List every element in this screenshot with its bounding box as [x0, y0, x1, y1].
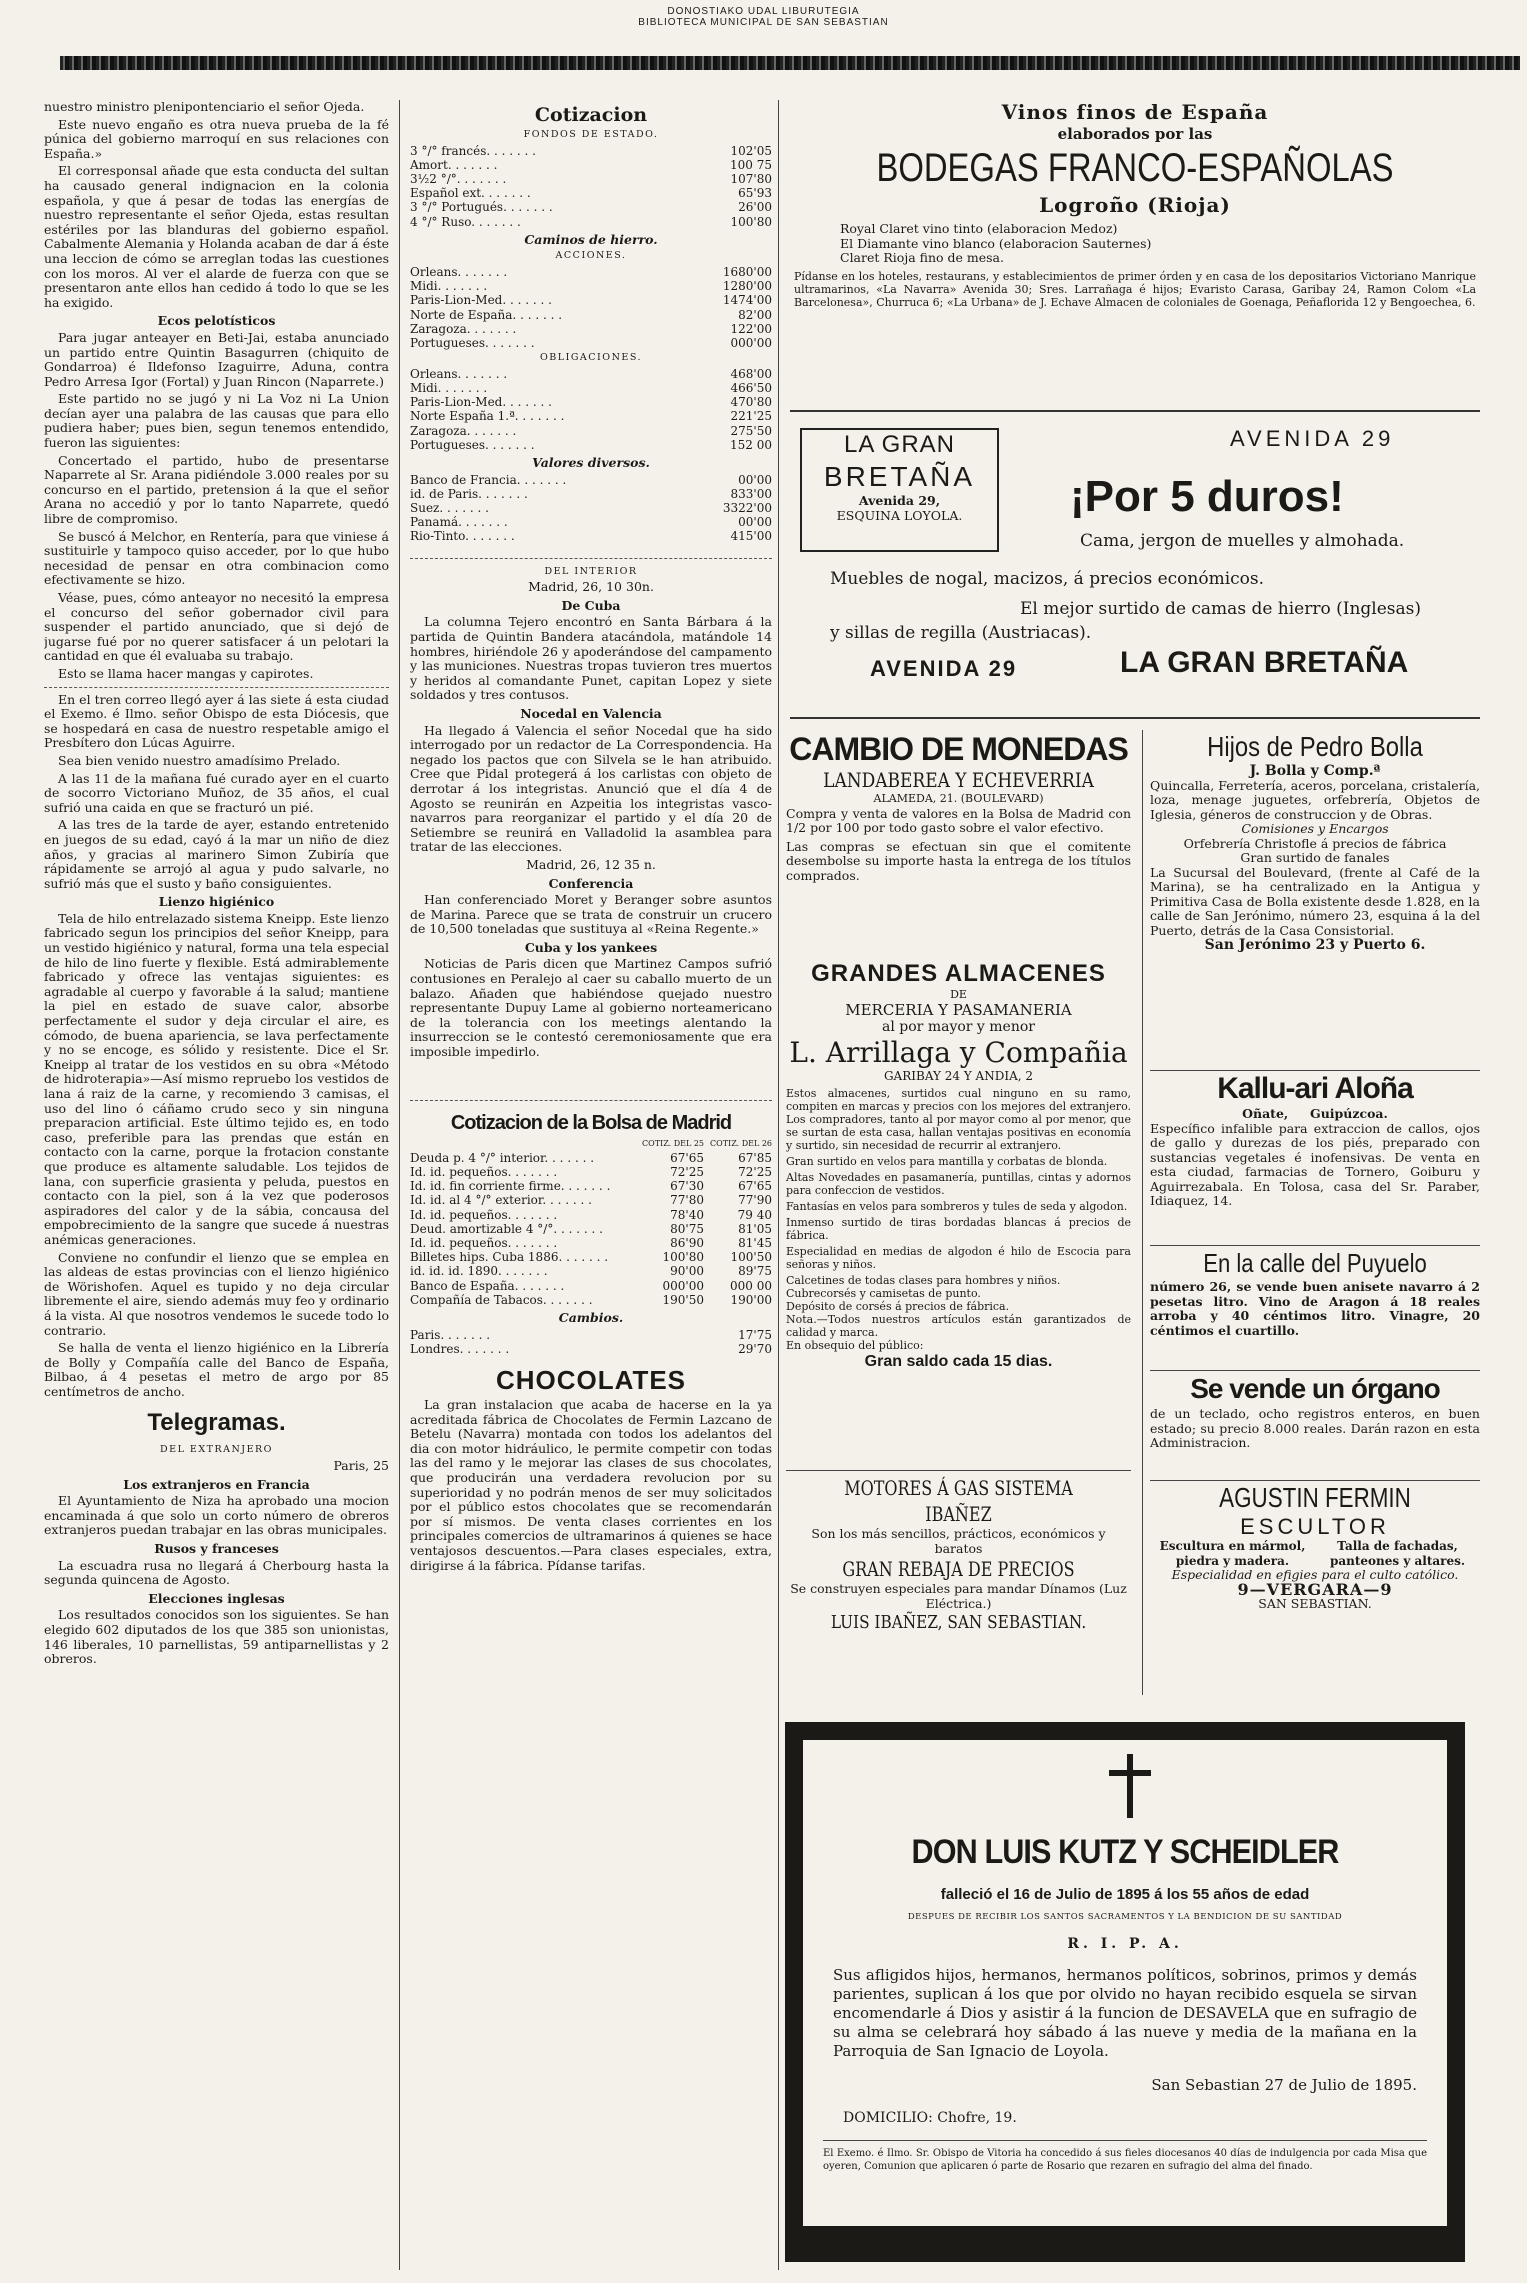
table-row	[410, 265, 772, 279]
paragraph: Han conferenciado Moret y Beranger sobre asuntos de Marina. Parece que se trata de construir un crucero de 10,500 toneladas que sustituya al «Reina Regente.»	[410, 892, 772, 937]
paragraph: Este nuevo engaño es otra nueva prueba de la fé púnica del gobierno marroquí en sus relaciones con España.»	[44, 116, 389, 161]
cross-icon	[1127, 1754, 1133, 1818]
divider	[410, 1100, 772, 1101]
ad-subtitle: elaborados por las	[1057, 125, 1213, 143]
paragraph: Ha llegado á Valencia el señor Nocedal que ha sido interrogado por un redactor de La Correspondencia. Ha negado los pactos que con Silvela se le han atribuido. Cree que Pidal protegerá á los carlistas con objeto de derrotar á los integristas. Anunció que el día 4 de Agosto se reunirán en Azpeitia los integristas vasco-navarros para reorganizar el partido y el día 20 de Setiembre se reunirá en Valladolid la asamblea para tratar de las elecciones.	[410, 722, 772, 855]
table-row	[410, 172, 772, 186]
ad-headline: ¡Por 5 duros!	[1070, 472, 1344, 521]
row-label: id. id. id. 1890. . . . . . .	[410, 1264, 548, 1279]
heading-cuba-yankees: Cuba y los yankees	[524, 939, 658, 955]
dateline: Madrid, 26, 10 30n.	[528, 579, 654, 595]
ad-line: DE	[950, 988, 967, 1001]
heading-extranjeros-francia: Los extranjeros en Francia	[123, 1476, 310, 1492]
row-label: Norte España 1.ª. . . . . . .	[410, 409, 565, 424]
row-label: Deud. amortizable 4 °/°. . . . . . .	[410, 1221, 603, 1236]
row-label: Zaragoza. . . . . . .	[410, 321, 517, 336]
row-value: 17'75	[738, 1327, 772, 1342]
ad-motores-gas	[786, 1470, 1131, 1681]
row-value: 3322'00	[722, 501, 772, 516]
ad-address: AVENIDA 29	[870, 656, 1018, 681]
ad-line: Altas Novedades en pasamanería, puntillas, cintas y adornos para confeccion de vestidos.	[786, 1171, 1131, 1197]
row-value: 152 00	[730, 437, 772, 452]
table-row	[410, 186, 772, 200]
paragraph: El Ayuntamiento de Niza ha aprobado una mocion encaminada á que solo un corto número de obreros extranjeros puedan trabajar en las obras municipales.	[44, 1493, 389, 1538]
ad-line: MERCERIA Y PASAMANERIA	[845, 1001, 1072, 1019]
row-value: 67'65	[738, 1179, 772, 1194]
heading-lienzo-higienico: Lienzo higiénico	[158, 894, 275, 910]
ad-address: San Jerónimo 23 y Puerto 6.	[1204, 937, 1426, 953]
row-label: Banco de España. . . . . . .	[410, 1278, 565, 1293]
paragraph: Para jugar anteayer en Beti-Jai, estaba anunciado un partido entre Quintin Basagurren (chiquito de Gondarroa) é Ildefonso Izaguirre, Aduna, contra Pedro Arresa Igor (Fortal) y Juan Rincon (Naparrete.)	[44, 329, 389, 389]
library-header	[0, 6, 1527, 28]
newspaper-top-rule	[60, 56, 1520, 70]
column-header: COTIZ. DEL 25	[642, 1138, 704, 1148]
ad-line: Quincalla, Ferretería, aceros, porcelana, cristalería, loza, menage juguetes, orfebrería, Objetos de Iglesia, géneros de construccion y de Obras.	[1150, 777, 1480, 822]
ad-line: En obsequio del público:	[786, 1339, 924, 1352]
table-row	[410, 293, 772, 307]
ad-line: GRAN REBAJA DE PRECIOS	[842, 1557, 1075, 1581]
column-2	[410, 100, 772, 2270]
ad-line: Estos almacenes, surtidos cual ninguno en su ramo, compiten en marcas y precios con los mejores del extranjero. Los compradores, tanto al por mayor como al por menor, que se surtan de esta casa, hallan ventajas positivas en economía y surtido, sin necesidad de recurrir al extranjero.	[786, 1087, 1131, 1152]
row-label: Suez. . . . . . .	[410, 501, 489, 516]
ad-line: Específico infalible para extraccion de callos, ojos de gallo y durezas de los piés, preparado con sustancias vegetales é inofensivas. De venta en esta ciudad, farmacias de Tornero, Goiburu y Aguirrezabala. En Tolosa, casa del Sr. Paraber, Idiaquez, 14.	[1150, 1120, 1480, 1208]
row-label: Compañía de Tabacos. . . . . . .	[410, 1292, 593, 1307]
divider	[410, 558, 772, 559]
ad-line: Compra y venta de valores en la Bolsa de Madrid con 1/2 por 100 por todo gasto sobre el valor efectivo.	[786, 805, 1131, 835]
ad-title: Hijos de Pedro Bolla	[1207, 731, 1423, 762]
heading-nocedal-valencia: Nocedal en Valencia	[520, 705, 662, 721]
row-label: Portugueses. . . . . . .	[410, 437, 535, 452]
ad-line: Claret Rioja fino de mesa.	[840, 250, 1004, 265]
ad-title: Kallu-ari Aloña	[1217, 1072, 1413, 1105]
table-row	[410, 1236, 772, 1250]
ad-line: La Sucursal del Boulevard, (frente al Café de la Marina), se ha centralizado en la Antigua y Primitiva Casa de Bolla existente desde 1.828, en la calle de San Jerónimo, número 23, esquina á la del Puerto, detrás de la Casa Consistorial.	[1150, 864, 1480, 938]
ad-line: Royal Claret vino tinto (elaboracion Medoz)	[840, 221, 1118, 236]
table-row	[410, 381, 772, 395]
ad-line: Depósito de corsés á precios de fábrica.	[786, 1300, 1010, 1313]
row-label: Id. id. pequeños. . . . . . .	[410, 1207, 558, 1222]
ad-vende-organo	[1150, 1370, 1480, 1476]
row-value: 470'80	[730, 395, 772, 410]
table-row	[410, 1250, 772, 1264]
row-label: Deuda p. 4 °/° interior. . . . . . .	[410, 1150, 595, 1165]
row-value: 72'25	[670, 1165, 704, 1180]
paragraph: Se buscó á Melchor, en Rentería, para que viniese á sustituirle y tampoco quiso acceder, por lo que hubo necesidad de pensar en otra combinacion como efectivamente se hizo.	[44, 528, 389, 588]
row-value: 29'70	[738, 1341, 772, 1356]
ad-box-line: ESQUINA LOYOLA.	[836, 507, 963, 523]
row-value: 81'05	[738, 1221, 772, 1236]
paragraph: En el tren correo llegó ayer á las siete á esta ciudad el Exemo. é Ilmo. señor Obispo de esta Diócesis, que se hospedará en casa de nuestro respetable amigo el Presbítero don Lúcas Aguirre.	[44, 691, 389, 751]
table-obligaciones	[410, 367, 772, 452]
row-label: 4 °/° Ruso. . . . . . .	[410, 214, 521, 229]
table-row	[410, 215, 772, 229]
ad-brand: BODEGAS FRANCO-ESPAÑOLAS	[876, 146, 1394, 190]
table-row	[410, 308, 772, 322]
row-label: Id. id. fin corriente firme. . . . . . .	[410, 1179, 611, 1194]
ad-line: Gran saldo cada 15 dias.	[864, 1353, 1053, 1370]
row-value: 122'00	[730, 321, 772, 336]
table-row	[410, 144, 772, 158]
ad-title: GRANDES ALMACENES	[811, 960, 1106, 987]
paragraph: Noticias de Paris dicen que Martinez Campos sufrió contusiones en Peralejo al caer su caballo muerto de un balazo. Añaden que habiéndose quejado nuestro representante Dupuy Lame al gobierno norteamericano de la tolerancia con los meetings alentando la insurreccion se le contestó ceremoniosamente que era imposible impedirlo.	[410, 956, 772, 1060]
column-header: COTIZ. DEL 26	[710, 1138, 772, 1148]
paragraph: Véase, pues, cómo anteayor no necesitó la empresa el concurso del señor gobernador civil para suspender el partido anunciado, que si dejó de jugarse fué por no querer satisfacer á un pelotari la cantidad en que él evaluaba su trabajo.	[44, 590, 389, 664]
ad-line: Escultura en mármol, piedra y madera.	[1159, 1539, 1306, 1568]
ad-line: número 26, se vende buen anisete navarro á 2 pesetas litro. Vino de Aragon á 18 reales arroba y 40 céntimos litro. Vinagre, 20 céntimos el cuartillo.	[1150, 1279, 1480, 1338]
table-cambios	[410, 1328, 772, 1356]
heading-conferencia: Conferencia	[548, 875, 634, 891]
subheading-obligaciones: OBLIGACIONES.	[539, 352, 643, 364]
row-value: 100'50	[730, 1250, 772, 1265]
ad-line: de un teclado, ocho registros enteros, en buen estado; su precio 8.000 reales. Darán razon en esta Administracion.	[1150, 1406, 1480, 1450]
ad-line: Comisiones y Encargos	[1241, 821, 1389, 836]
row-value: 1280'00	[722, 279, 772, 294]
ad-box-line: BRETAÑA	[823, 461, 976, 492]
row-label: Midi. . . . . . .	[410, 381, 488, 396]
row-label: Id. id. pequeños. . . . . . .	[410, 1165, 558, 1180]
ad-subtitle: LANDABEREA Y ECHEVERRIA	[823, 768, 1094, 792]
row-value: 65'93	[738, 186, 772, 201]
row-label: Amort. . . . . . .	[410, 157, 498, 172]
paragraph: La escuadra rusa no llegará á Cherbourg hasta la segunda quincena de Agosto.	[44, 1557, 389, 1588]
paragraph: Este partido no se jugó y ni La Voz ni La Union decían ayer una palabra de las causas que para ello pudiera haber; pues bien, segun tenemos entendido, fueron las siguientes:	[44, 391, 389, 451]
row-value: 80'75	[670, 1221, 704, 1236]
table-row	[410, 473, 772, 487]
ad-hijos-pedro-bolla	[1150, 730, 1480, 1060]
subheading-extranjero: DEL EXTRANJERO	[160, 1444, 273, 1456]
column-1	[44, 100, 389, 2270]
table-row	[410, 336, 772, 350]
ad-line: Calcetines de todas clases para hombres y niños.	[786, 1274, 1061, 1287]
row-value: 190'50	[662, 1292, 704, 1307]
row-value: 89'75	[738, 1264, 772, 1279]
paragraph: Esto se llama hacer mangas y capirotes.	[58, 665, 314, 681]
row-value: 1474'00	[722, 293, 772, 308]
subheading-interior: DEL INTERIOR	[544, 565, 638, 577]
obituary-line: falleció el 16 de Julio de 1895 á los 55 años de edad	[940, 1886, 1310, 1903]
row-value: 107'80	[730, 172, 772, 186]
row-label: 3½2 °/°. . . . . . .	[410, 172, 507, 186]
table-row	[410, 1193, 772, 1207]
ad-agustin-fermin	[1150, 1480, 1480, 1681]
heading-rusos-franceses: Rusos y franceses	[154, 1541, 279, 1557]
row-label: Paris-Lion-Med. . . . . . .	[410, 293, 552, 308]
subheading-fondos: FONDOS DE ESTADO.	[523, 129, 659, 140]
table-row	[410, 487, 772, 501]
ad-line: Inmenso surtido de tiras bordadas blancas á precios de fábrica.	[786, 1216, 1131, 1242]
ad-line: Especialidad en medias de algodon é hilo de Escocia para señoras y niños.	[786, 1245, 1131, 1271]
ad-title: CAMBIO DE MONEDAS	[789, 731, 1128, 767]
ad-box	[800, 428, 999, 552]
table-acciones	[410, 265, 772, 350]
row-value: 100'80	[662, 1250, 704, 1265]
table-row	[410, 1342, 772, 1356]
heading-cambios: Cambios.	[558, 1310, 624, 1326]
ad-line: Gran surtido de fanales	[1240, 850, 1390, 865]
ad-location: Guipúzcoa.	[1310, 1106, 1388, 1121]
ad-gran-bretana	[790, 410, 1480, 719]
row-value: 000'00	[662, 1278, 704, 1293]
table-fondos	[410, 144, 772, 229]
subheading-acciones: ACCIONES.	[555, 250, 627, 262]
table-row	[410, 409, 772, 423]
ad-line: Fantasías en velos para sombreros y tules de seda y algodon.	[786, 1200, 1128, 1213]
table-row	[410, 424, 772, 438]
row-value: 79 40	[737, 1207, 772, 1222]
ad-location: Oñate,	[1242, 1106, 1289, 1121]
header-line-1: DONOSTIAKO UDAL LIBURUTEGIA	[667, 6, 860, 17]
table-row	[410, 501, 772, 515]
row-label: Orleans. . . . . . .	[410, 366, 508, 381]
row-value: 468'00	[730, 366, 772, 381]
ad-location: Logroño (Rioja)	[1039, 193, 1231, 217]
ad-line: Cubrecorsés y camisetas de punto.	[786, 1287, 981, 1300]
row-value: 78'40	[670, 1207, 704, 1222]
row-label: Español ext. . . . . . .	[410, 186, 531, 201]
row-label: Rio-Tinto. . . . . . .	[410, 529, 515, 544]
row-value: 77'90	[738, 1193, 772, 1208]
heading-telegramas: Telegramas.	[147, 1409, 286, 1437]
paragraph: Se halla de venta el lienzo higiénico en la Librería de Bolly y Compañía calle del Banco de España, Bilbao, á 4 pesetas el metro de argo por 85 centímetros de ancho.	[44, 1340, 389, 1399]
row-value: 102'05	[730, 143, 772, 158]
ad-line: Se construyen especiales para mandar Dínamos (Luz Eléctrica.)	[790, 1581, 1127, 1611]
table-row	[410, 395, 772, 409]
ad-line: El Diamante vino blanco (elaboracion Sauternes)	[840, 235, 1152, 251]
heading-caminos-hierro: Caminos de hierro.	[524, 231, 658, 247]
row-label: Paris. . . . . . .	[410, 1327, 491, 1342]
obituary-notice	[785, 1722, 1465, 2262]
row-value: 26'00	[738, 200, 772, 215]
paragraph: Sea bien venido nuestro amadísimo Prelado.	[58, 752, 341, 768]
ad-line: Talla de fachadas, panteones y altares.	[1329, 1539, 1466, 1568]
obituary-text: Sus afligidos hijos, hermanos, hermanos políticos, sobrinos, primos y demás parientes, suplican á los que por olvido no hayan recibido esquela se sirvan encomendarle á Dios y asistir á la funcion de DESAVELA que en sufragio de su alma se celebrará hoy sábado á las nueve y media de la mañana en la Parroquia de San Ignacio de Loyola.	[833, 1966, 1417, 2060]
row-label: Panamá. . . . . . .	[410, 515, 508, 530]
row-value: 100'80	[730, 214, 772, 229]
table-row	[410, 529, 772, 543]
ad-subtitle: ESCULTOR	[1240, 1514, 1390, 1539]
table-row	[410, 1328, 772, 1342]
heading-elecciones-inglesas: Elecciones inglesas	[148, 1590, 285, 1606]
table-row	[410, 1179, 772, 1193]
row-value: 67'30	[670, 1179, 704, 1194]
ad-line: al por mayor y menor	[882, 1019, 1035, 1035]
ad-line: Muebles de nogal, macizos, á precios económicos.	[830, 569, 1265, 589]
row-label: Portugueses. . . . . . .	[410, 336, 535, 351]
ad-kallu-ari	[1150, 1070, 1480, 1241]
obituary-address: DOMICILIO: Chofre, 19.	[843, 2110, 1017, 2126]
row-value: 275'50	[730, 423, 772, 438]
table-row	[410, 1293, 772, 1307]
ad-title: En la calle del Puyuelo	[1203, 1248, 1427, 1278]
row-value: 72'25	[738, 1165, 772, 1180]
row-value: 67'85	[738, 1150, 772, 1165]
paragraph: El corresponsal añade que esta conducta del sultan ha causado general indignacion en la colonia española, y que á pesar de todas las energías de nuestro representante el señor Ojeda, estas resultan estériles por las blanduras del gobierno español. Cabalmente Alemania y Holanda acaban de dar á éste una leccion de cómo se arreglan todas las cuestiones con los moros. Al ver el alarde de fuerza con que se presentaron ante ellos han cedido á todo lo que se les ha exigido.	[44, 163, 389, 310]
row-value: 190'00	[730, 1292, 772, 1307]
heading-ecos-pelotisticos: Ecos pelotísticos	[157, 313, 276, 329]
row-label: Id. id. pequeños. . . . . . .	[410, 1236, 558, 1251]
ad-address: ALAMEDA, 21. (BOULEVARD)	[873, 792, 1044, 805]
paragraph: nuestro ministro plenipontenciario el señor Ojeda.	[44, 100, 365, 114]
row-label: 3 °/° Portugués. . . . . . .	[410, 200, 553, 215]
row-label: Id. id. al 4 °/° exterior. . . . . . .	[410, 1193, 592, 1208]
table-row	[410, 1264, 772, 1278]
row-value: 221'25	[730, 409, 772, 424]
ad-title: AGUSTIN FERMIN	[1219, 1482, 1411, 1513]
ad-title: Se vende un órgano	[1190, 1373, 1440, 1404]
ad-calle-puyuelo	[1150, 1245, 1480, 1366]
paragraph: Conviene no confundir el lienzo que se emplea en las aldeas de estas provincias con el lienzo higiénico de Wörishofen. Aquel es tupido y no deja circular libremente el aire, siendo además muy feo y ordinario á la vista. Al que nosotros vendemos le sucede todo lo contrario.	[44, 1249, 389, 1338]
row-value: 00'00	[738, 472, 772, 487]
row-label: Midi. . . . . . .	[410, 279, 488, 294]
table-valores	[410, 473, 772, 544]
ad-line: Gran surtido en velos para mantilla y corbatas de blonda.	[786, 1155, 1108, 1168]
heading-cotizacion: Cotizacion	[534, 104, 648, 126]
table-row	[410, 1165, 772, 1179]
row-value: 86'90	[670, 1236, 704, 1251]
divider	[44, 687, 389, 688]
table-row	[410, 438, 772, 452]
ad-subtitle: J. Bolla y Comp.ª	[1249, 763, 1381, 779]
row-value: 000'00	[730, 336, 772, 351]
ad-address: AVENIDA 29	[1230, 426, 1395, 451]
ad-line: y sillas de regilla (Austriacas).	[830, 623, 1092, 643]
table-row	[410, 200, 772, 214]
table-row	[410, 158, 772, 172]
row-value: 833'00	[730, 486, 772, 501]
row-label: Paris-Lion-Med. . . . . . .	[410, 395, 552, 410]
row-value: 1680'00	[722, 265, 772, 279]
ad-address: GARIBAY 24 Y ANDIA, 2	[883, 1069, 1034, 1083]
ad-cambio-monedas	[786, 730, 1131, 945]
row-label: 3 °/° francés. . . . . . .	[410, 143, 536, 158]
obituary-name: DON LUIS KUTZ Y SCHEIDLER	[911, 1833, 1339, 1871]
obituary-rip: R. I. P. A.	[1067, 1936, 1183, 1952]
ad-line: Cama, jergon de muelles y almohada.	[1080, 531, 1405, 551]
table-row	[410, 1279, 772, 1293]
dateline: Madrid, 26, 12 35 n.	[526, 856, 656, 872]
paragraph: A las tres de la tarde de ayer, estando entretenido en juegos de su edad, cayó á la mar un niño de diez años, y gracias al marinero Simon Zubiría que rápidamente se arrojó al agua y pudo salvarle, no sufrió más que el susto y baño consiguientes.	[44, 817, 389, 891]
paragraph: Concertado el partido, hubo de presentarse Naparrete al Sr. Arana pidiéndole 3.000 reales por su concurso en el partido, pretension á la que el señor Arana no accedió y por lo tanto Naparrete, quedó libre de compromiso.	[44, 452, 389, 527]
row-value: 81'45	[738, 1236, 772, 1251]
cross-icon	[1109, 1770, 1151, 1776]
table-row	[410, 1208, 772, 1222]
ad-line: Pídanse en los hoteles, restaurans, y establecimientos de primer órden y en casa de los depositarios Victoriano Manrique ultramarinos, «La Navarra» Avenida 30; Sres. Larrañaga é hijos; Evaristo Carasa, Garibay 24, Ramon Colom «La Barcelonesa», Churruca 6; «La Urbana» de J. Echave Almacen de coloniales de Goenaga, Peñaflorida 12 y Bengoechea, 6.	[794, 269, 1476, 309]
row-label: id. de Paris. . . . . . .	[410, 486, 528, 501]
paragraph: Tela de hilo entrelazado sistema Kneipp. Este lienzo fabricado segun los principios del señor Kneipp, para un vestido higiénico y natural, forma una tela especial de hilo de lino fuerte y flexible. Está admirablemente fabricado y ofrece las ventajas siguientes: es agradable al cuerpo y favorable á la salud; mantiene la piel en estado de suave calor, absorbe perfectamente el sudor y deja circular el aire, es cómodo, de buena apariencia, se lava perfectamente y no se encoge, es sólido y resistente. Dice el Sr. Kneipp al tratar de los vestidos en su obra «Método de hidroterapia»—Así mismo repruebo los vestidos de lana á raiz de la carne, y recomiendo 3 camisas, el uso del lino ó cáñamo crudo seco y sin ninguna preparacion artificial. Este último tejido es, en todo caso, preferible para las prendas que están en contacto con la carne, porque la frotacion constante que produce es altamente saludable. Los tejidos de lana, con superficie grasienta y peluda, puestos en contacto con la piel, son á la vez que poderosos aspiradores del calor y de la sábia, concausa del empobrecimiento de la sangre que sucede á nuestras anémicas generaciones.	[44, 910, 389, 1247]
ad-address: SAN SEBASTIAN.	[1258, 1596, 1372, 1611]
obituary-date: San Sebastian 27 de Julio de 1895.	[1151, 2076, 1417, 2094]
row-value: 466'50	[730, 381, 772, 396]
ad-name: LA GRAN BRETAÑA	[1120, 646, 1409, 679]
paragraph: La columna Tejero encontró en Santa Bárbara á la partida de Quintin Bandera atacándola, matándole 14 hombres, hiriéndole 26 y apoderándose del campamento y las municiones. Nuestras tropas tuvieron tres muertos y heridos al comandante Punet, capitan Lopez y siete soldados y tres contusos.	[410, 614, 772, 703]
obituary-footnote: El Exemo. é Ilmo. Sr. Obispo de Vitoria ha concedido á sus fieles diocesanos 40 días de indulgencia por cada Misa que oyeren, Comunion que aplicaren ó parte de Rosario que rezaren en sufragio del alma del finado.	[823, 2140, 1427, 2173]
table-row	[410, 515, 772, 529]
row-value: 90'00	[670, 1264, 704, 1279]
ad-title: MOTORES Á GAS SISTEMA IBAÑEZ	[844, 1476, 1073, 1526]
row-label: Londres. . . . . . .	[410, 1341, 510, 1356]
column-rule	[399, 100, 400, 2270]
heading-de-cuba: De Cuba	[561, 597, 621, 613]
row-value: 77'80	[670, 1193, 704, 1208]
row-label: Norte de España. . . . . . .	[410, 307, 563, 322]
heading-bolsa-madrid: Cotizacion de la Bolsa de Madrid	[450, 1111, 732, 1134]
row-label: Orleans. . . . . . .	[410, 265, 508, 279]
ad-address: 9—VERGARA—9	[1237, 1579, 1393, 1599]
ad-line: Nota.—Todos nuestros artículos están garantizados de calidad y marca.	[786, 1313, 1131, 1339]
table-row	[410, 322, 772, 336]
ad-line: El mejor surtido de camas de hierro (Inglesas)	[1020, 599, 1422, 619]
row-label: Billetes hips. Cuba 1886. . . . . . .	[410, 1250, 609, 1265]
column-rule	[778, 100, 779, 2270]
ad-box-line: LA GRAN	[843, 431, 956, 458]
row-label: Banco de Francia. . . . . . .	[410, 472, 567, 487]
table-row	[410, 367, 772, 381]
ad-line: Orfebrería Christofle á precios de fábrica	[1183, 835, 1447, 851]
row-value: 82'00	[738, 307, 772, 322]
ad-name: LUIS IBAÑEZ, SAN SEBASTIAN.	[830, 1612, 1087, 1633]
paragraph: A las 11 de la mañana fué curado ayer en el cuarto de socorro Victoriano Muñoz, de 35 años, el cual sufrió una caida en que se fracturó un pié.	[44, 770, 389, 815]
table-row	[410, 1222, 772, 1236]
ad-name: L. Arrillaga y Compañia	[789, 1036, 1128, 1069]
table-row	[410, 279, 772, 293]
heading-valores-diversos: Valores diversos.	[532, 455, 650, 471]
header-line-2: BIBLIOTECA MUNICIPAL DE SAN SEBASTIAN	[638, 17, 889, 28]
row-label: Zaragoza. . . . . . .	[410, 423, 517, 438]
obituary-line: DESPUES DE RECIBIR LOS SANTOS SACRAMENTOS Y LA BENDICION DE SU SANTIDAD	[907, 1912, 1343, 1922]
paragraph: Los resultados conocidos son los siguientes. Se han elegido 602 diputados de los que 385 son unionistas, 146 liberales, 10 parnellistas, 59 antiparnellistas y 2 obreros.	[44, 1607, 389, 1667]
row-value: 100 75	[730, 157, 772, 172]
ad-vinos-finos	[790, 100, 1480, 400]
table-bolsa	[410, 1137, 772, 1307]
paragraph: La gran instalacion que acaba de hacerse en la ya acreditada fábrica de Chocolates de Fermin Lazcano de Betelu (Navarra) montada con todos los adelantos del dia con motor hidráulico, le permite competir con todas las del ramo y le mejorar las clases de sus chocolates, que producirán una verdadera revolucion por su superioridad y no podrán menos de ser muy solicitados por el público estos chocolates que se recomendarán por sí mismos. De venta clases corrientes en los principales comercios de ultramarinos á quienes se hace ventajosos descuentos.—Para clases especiales, extra, dirigirse á la fábrica. Pídanse tarifas.	[410, 1397, 772, 1573]
ad-line: Especialidad en efigies para el culto católico.	[1171, 1567, 1459, 1582]
ad-grandes-almacenes	[786, 960, 1131, 1460]
ad-box-line: Avenida 29,	[858, 493, 941, 508]
row-value: 000 00	[730, 1278, 772, 1293]
column-rule	[1142, 730, 1143, 1695]
ad-line: Son los más sencillos, prácticos, económicos y baratos	[811, 1526, 1106, 1556]
ad-line: Las compras se efectuan sin que el comitente desembolse su importe hasta la entrega de los títulos comprados.	[786, 838, 1131, 883]
row-value: 00'00	[738, 515, 772, 530]
row-value: 67'65	[670, 1150, 704, 1165]
heading-chocolates: CHOCOLATES	[495, 1365, 687, 1396]
dateline: Paris, 25	[333, 1458, 389, 1474]
table-row	[410, 1151, 772, 1165]
ad-title: Vinos finos de España	[1001, 100, 1269, 124]
row-value: 415'00	[730, 529, 772, 544]
